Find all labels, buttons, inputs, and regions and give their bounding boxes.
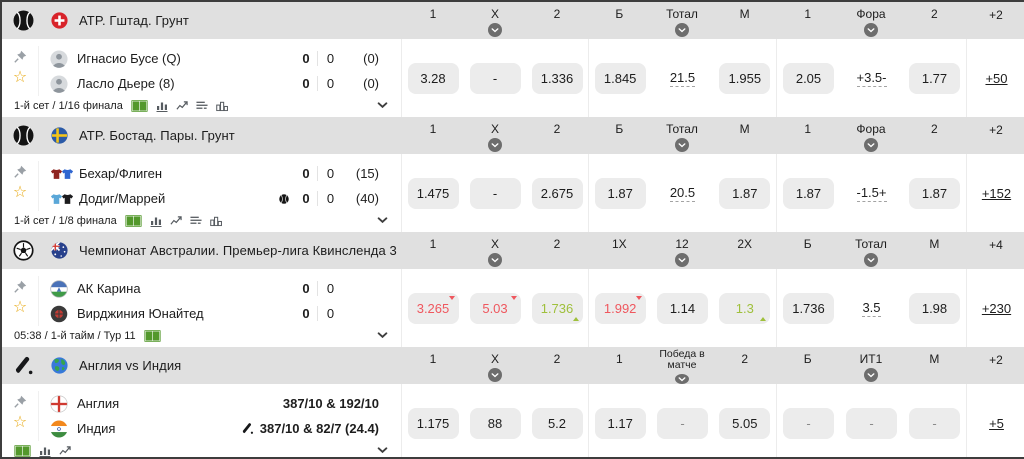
team-points: 0 [302, 306, 310, 321]
more-markets-column-header: +4 [989, 238, 1003, 252]
team-sets: 0 [317, 166, 343, 181]
team-name: АК Карина [77, 281, 141, 296]
team-sets: 0 [317, 191, 343, 206]
odds-button[interactable]: 1.87 [595, 178, 646, 209]
column-dropdown-icon[interactable] [864, 368, 878, 382]
favorite-star-icon[interactable]: ☆ [12, 184, 28, 201]
event-section [2, 2, 1024, 117]
column-dropdown-icon[interactable] [675, 23, 689, 37]
market-column-header: М [739, 7, 750, 21]
odds-button[interactable]: 2.05 [783, 63, 834, 94]
team-row [50, 301, 379, 326]
market-column-header: X [464, 117, 526, 154]
live-pitch-icon[interactable] [144, 330, 161, 342]
column-dropdown-icon[interactable] [675, 253, 689, 267]
market-column-header: 1 [429, 237, 437, 251]
team-game-score: (0) [363, 76, 379, 91]
odds-button[interactable]: - [657, 408, 708, 439]
odds-param[interactable]: +3.5- [856, 69, 887, 85]
innings-score: 387/10 & 192/10 [282, 396, 379, 411]
player-avatar [50, 50, 68, 68]
match-status: 1-й сет / 1/8 финала [14, 214, 117, 227]
column-dropdown-icon[interactable] [675, 374, 689, 384]
event-section [2, 117, 1024, 232]
odds-button[interactable]: 1.336 [532, 63, 583, 94]
odds-button[interactable]: 1.87 [783, 178, 834, 209]
team-name: Игнасио Бусе (Q) [77, 51, 181, 66]
globe-icon [51, 357, 68, 374]
odds-button[interactable]: 1.736 [783, 293, 834, 324]
trend-icon[interactable] [170, 215, 182, 227]
team-row [50, 391, 379, 416]
team-name: Индия [77, 421, 116, 436]
match-row [2, 154, 1024, 232]
column-dropdown-icon[interactable] [864, 138, 878, 152]
trend-icon[interactable] [59, 445, 71, 457]
team-game-score: (15) [355, 166, 379, 181]
market-column-header: Тотал [839, 232, 902, 269]
stats-icon[interactable] [150, 215, 162, 227]
team-name: Англия [77, 396, 120, 411]
odds-button[interactable]: 1.736 [532, 293, 583, 324]
team-row [50, 46, 379, 71]
odds-button[interactable]: 1.87 [909, 178, 960, 209]
odds-param[interactable]: 20.5 [669, 184, 696, 200]
expand-chevron-icon[interactable] [377, 217, 388, 224]
market-column-header: 2 [553, 122, 561, 136]
team-name: Ласло Дьере (8) [77, 76, 175, 91]
team-row [50, 186, 379, 211]
odds-button[interactable]: 1.175 [408, 408, 459, 439]
market-column-header: 1 [429, 7, 437, 21]
odds-button[interactable]: - [783, 408, 834, 439]
market-column-header: М [739, 122, 750, 136]
team-points: 0 [302, 51, 310, 66]
expand-chevron-icon[interactable] [377, 332, 388, 339]
team-name: Додиг/Маррей [79, 191, 166, 206]
australia-flag-icon [51, 242, 68, 259]
team-points: 0 [302, 191, 310, 206]
pin-icon[interactable] [14, 165, 27, 178]
more-markets-column-header: +2 [989, 123, 1003, 137]
lineup-icon[interactable] [196, 100, 208, 112]
odds-up-icon [573, 317, 579, 321]
odds-button[interactable]: 1.14 [657, 293, 708, 324]
stats-icon[interactable] [156, 100, 168, 112]
team-second-score: 0 [317, 281, 343, 296]
market-column-header: 2 [553, 237, 561, 251]
market-column-header: 2 [930, 7, 938, 21]
match-status: 1-й сет / 1/16 финала [14, 99, 123, 112]
market-column-header: 12 [651, 232, 714, 269]
live-pitch-icon[interactable] [125, 215, 142, 227]
column-dropdown-icon[interactable] [864, 23, 878, 37]
pin-icon[interactable] [14, 50, 27, 63]
expand-chevron-icon[interactable] [377, 447, 388, 454]
team-name: Вирджиния Юнайтед [77, 306, 204, 321]
more-markets-link[interactable]: +230 [981, 300, 1012, 316]
market-column-header: 2 [553, 7, 561, 21]
cricket-bat-icon [13, 355, 34, 376]
market-column-header: Тотал [651, 2, 714, 39]
favorite-star-icon[interactable]: ☆ [12, 69, 28, 86]
team-points: 0 [302, 281, 310, 296]
market-column-header: Фора [839, 2, 902, 39]
column-dropdown-icon[interactable] [488, 368, 502, 382]
odds-button[interactable]: - [909, 408, 960, 439]
odds-button[interactable]: 1.955 [719, 63, 770, 94]
live-pitch-icon[interactable] [14, 445, 31, 457]
column-dropdown-icon[interactable] [864, 253, 878, 267]
more-markets-link[interactable]: +152 [981, 185, 1012, 201]
market-column-header: Б [615, 122, 624, 136]
more-markets-link[interactable]: +50 [985, 70, 1008, 86]
more-markets-column-header: +2 [989, 353, 1003, 367]
market-column-header: X [464, 2, 526, 39]
market-column-header: X [464, 347, 526, 384]
odds-param[interactable]: 21.5 [669, 69, 696, 85]
switzerland-flag-icon [51, 12, 68, 29]
league-title[interactable]: Чемпионат Австралии. Премьер-лига Квинсленда 3 [79, 243, 397, 258]
odds-button[interactable]: 88 [470, 408, 521, 439]
league-header [2, 2, 1024, 39]
league-title[interactable]: Англия vs Индия [79, 358, 182, 373]
market-column-header: М [929, 352, 940, 366]
odds-button[interactable]: 1.845 [595, 63, 646, 94]
league-title[interactable]: ATP. Гштад. Грунт [79, 13, 189, 28]
england-flag-icon [50, 395, 68, 413]
odds-button[interactable]: 1.3 [719, 293, 770, 324]
team-sets: 0 [317, 51, 343, 66]
team-points: 0 [302, 76, 310, 91]
odds-button[interactable]: - [846, 408, 897, 439]
column-dropdown-icon[interactable] [488, 253, 502, 267]
team-game-score: (40) [355, 191, 379, 206]
odds-button[interactable]: 1.77 [909, 63, 960, 94]
market-column-header: Фора [839, 117, 902, 154]
team-name: Бехар/Флиген [79, 166, 163, 181]
match-row [2, 39, 1024, 117]
market-column-header: X [464, 232, 526, 269]
league-header [2, 117, 1024, 154]
team-second-score: 0 [317, 306, 343, 321]
team-kit-icons [50, 193, 74, 205]
more-markets-link[interactable]: +5 [989, 415, 1004, 431]
odds-button[interactable]: 3.28 [408, 63, 459, 94]
market-column-header: 1 [804, 7, 811, 21]
market-column-header: ИТ1 [839, 347, 902, 384]
match-row [2, 384, 1024, 459]
odds-button[interactable]: 1.992 [595, 293, 646, 324]
league-header [2, 232, 1024, 269]
odds-button[interactable]: 5.05 [719, 408, 770, 439]
more-markets-column-header: +2 [989, 8, 1003, 22]
favorite-star-icon[interactable]: ☆ [12, 299, 28, 316]
league-header [2, 347, 1024, 384]
match-summary[interactable] [2, 384, 402, 459]
batting-indicator-icon [241, 422, 254, 435]
market-column-header: Б [615, 7, 624, 21]
odds-button[interactable]: - [470, 178, 521, 209]
team-kit-icons [50, 168, 74, 180]
column-dropdown-icon[interactable] [488, 23, 502, 37]
serve-indicator-icon [279, 194, 295, 204]
odds-button[interactable]: 1.475 [408, 178, 459, 209]
market-column-header: 1X [611, 237, 627, 251]
trend-icon[interactable] [176, 100, 188, 112]
column-dropdown-icon[interactable] [675, 138, 689, 152]
club-crest-icon [50, 280, 68, 298]
club-crest-icon [50, 305, 68, 323]
match-status: 05:38 / 1-й тайм / Тур 11 [14, 329, 136, 342]
team-row [50, 276, 379, 301]
innings-score: 387/10 & 82/7 (24.4) [241, 421, 379, 436]
pin-icon[interactable] [14, 395, 27, 408]
column-dropdown-icon[interactable] [488, 138, 502, 152]
odds-down-icon [636, 296, 642, 300]
team-sets: 0 [317, 76, 343, 91]
odds-param[interactable]: 3.5 [862, 299, 881, 315]
market-column-header: 2 [930, 122, 938, 136]
market-column-header: 2X [737, 237, 753, 251]
football-icon [13, 240, 34, 261]
team-row [50, 416, 379, 441]
market-column-header: Победа в матче [651, 347, 714, 384]
podium-icon[interactable] [216, 100, 228, 112]
odds-button[interactable]: 1.17 [595, 408, 646, 439]
team-game-score: (0) [363, 51, 379, 66]
odds-button[interactable]: 3.265 [408, 293, 459, 324]
team-row [50, 71, 379, 96]
odds-button[interactable]: 1.87 [719, 178, 770, 209]
tennis-ball-icon [13, 125, 34, 146]
player-avatar [50, 75, 68, 93]
stats-icon[interactable] [39, 445, 51, 457]
market-column-header: 2 [741, 352, 749, 366]
pin-icon[interactable] [14, 280, 27, 293]
market-column-header: 1 [804, 122, 811, 136]
market-column-header: 1 [429, 122, 437, 136]
odds-button[interactable]: 2.675 [532, 178, 583, 209]
odds-button[interactable]: 5.2 [532, 408, 583, 439]
market-column-header: 1 [615, 352, 623, 366]
match-summary[interactable] [2, 154, 402, 232]
market-column-header: 2 [553, 352, 561, 366]
market-column-header: Б [803, 237, 812, 251]
market-column-header: Тотал [651, 117, 714, 154]
sweden-flag-icon [51, 127, 68, 144]
match-summary[interactable] [2, 269, 402, 347]
odds-down-icon [511, 296, 517, 300]
odds-down-icon [449, 296, 455, 300]
market-column-header: М [929, 237, 940, 251]
market-column-header: 1 [429, 352, 437, 366]
podium-icon[interactable] [210, 215, 222, 227]
event-section [2, 347, 1024, 459]
market-column-header: Б [803, 352, 812, 366]
live-pitch-icon[interactable] [131, 100, 148, 112]
expand-chevron-icon[interactable] [377, 102, 388, 109]
favorite-star-icon[interactable]: ☆ [12, 414, 28, 431]
odds-button[interactable]: 1.98 [909, 293, 960, 324]
odds-button[interactable]: - [470, 63, 521, 94]
team-points: 0 [302, 166, 310, 181]
india-flag-icon [50, 420, 68, 438]
odds-button[interactable]: 5.03 [470, 293, 521, 324]
odds-up-icon [760, 317, 766, 321]
odds-param[interactable]: -1.5+ [856, 184, 887, 200]
team-row [50, 161, 379, 186]
match-row [2, 269, 1024, 347]
event-section [2, 232, 1024, 347]
match-summary[interactable] [2, 39, 402, 117]
league-title[interactable]: ATP. Бостад. Пары. Грунт [79, 128, 235, 143]
lineup-icon[interactable] [190, 215, 202, 227]
tennis-ball-icon [13, 10, 34, 31]
